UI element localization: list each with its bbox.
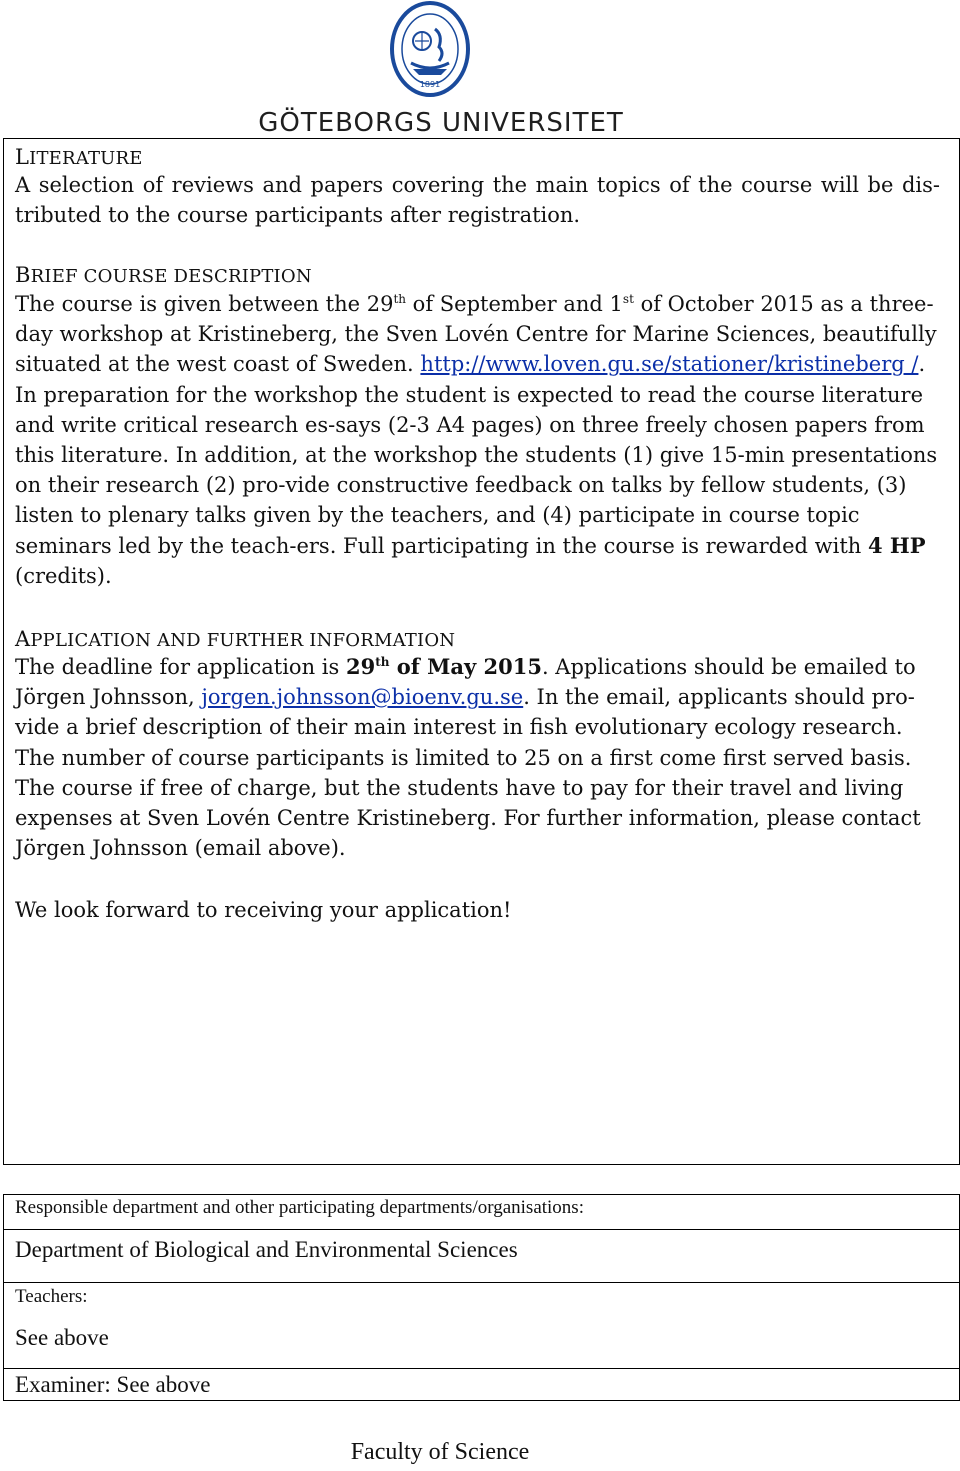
email-link[interactable]: jorgen.johnsson@bioenv.gu.se bbox=[201, 685, 524, 710]
application-heading: APPLICATION AND FURTHER INFORMATION bbox=[15, 627, 456, 651]
kristineberg-link[interactable]: http://www.loven.gu.se/stationer/kristineberg / bbox=[420, 352, 919, 377]
teachers-value: See above bbox=[15, 1325, 109, 1350]
literature-body: A selection of reviews and papers covering the main topics of the course will be dis-tributed to the course participants after registration. bbox=[15, 173, 940, 228]
teachers-label: Teachers: bbox=[15, 1286, 88, 1307]
examiner: Examiner: See above bbox=[15, 1372, 211, 1397]
brief-heading: BRIEF COURSE DESCRIPTION bbox=[15, 263, 312, 287]
divider bbox=[3, 1368, 960, 1369]
department-name: Department of Biological and Environmental Sciences bbox=[15, 1237, 518, 1262]
university-name: GÖTEBORGS UNIVERSITET bbox=[258, 108, 624, 138]
responsible-box bbox=[3, 1194, 960, 1401]
faculty-footer: Faculty of Science bbox=[350, 1439, 530, 1465]
header bbox=[0, 0, 960, 140]
divider bbox=[3, 1229, 960, 1230]
application-body: The deadline for application is 29th of May 2015. Applications should be emailed to Jörgen Johnsson, jorgen.johnsson@bioenv.gu.se. In the email, applicants should pro-vide a brief description of their main interest in fish evolutionary ecology research. The number of course participants is limited to 25 on a first come first served basis. The course if free of charge, but the students have to pay for their travel and living expenses at Sven Lovén Centre Kristineberg. For further information, please contact Jörgen Johnsson (email above). bbox=[15, 654, 921, 861]
closing-text: We look forward to receiving your application! bbox=[15, 898, 512, 922]
university-seal-icon bbox=[389, 1, 471, 101]
responsible-label: Responsible department and other participating departments/organisations: bbox=[15, 1197, 584, 1218]
divider bbox=[3, 1282, 960, 1283]
literature-heading: LITERATURE bbox=[15, 145, 143, 169]
seal-year: 1891 bbox=[419, 80, 441, 89]
brief-body: The course is given between the 29th of September and 1st of October 2015 as a three-day workshop at Kristineberg, the Sven Lovén Centre for Marine Sciences, beautifully situated at the west coast of Sweden. http://www.loven.gu.se/stationer/kristineberg /. In preparation for the workshop the student is expected to read the course literature and write critical research es-says (2-3 A4 pages) on three freely chosen papers from this literature. In addition, at the workshop the students (1) give 15-min presentations on their research (2) pro-vide constructive feedback on talks by fellow students, (3) listen to plenary talks given by the teachers, and (4) participate in course topic seminars led by the teach-ers. Full participating in the course is rewarded with 4 HP (credits). bbox=[15, 292, 938, 588]
